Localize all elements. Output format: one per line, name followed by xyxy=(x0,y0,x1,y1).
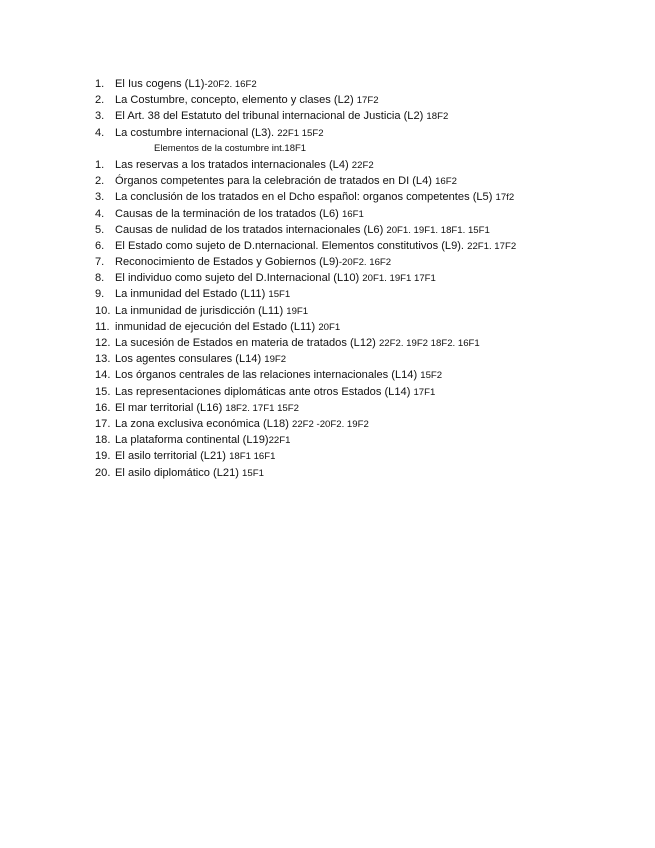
exam-codes: 15F1 xyxy=(242,467,264,479)
list-item xyxy=(95,238,635,254)
item-text: Órganos competentes para la celebración de tratados en DI (L4) xyxy=(115,175,436,188)
exam-codes: 19F2 xyxy=(264,354,287,366)
item-text: La zona exclusiva económica (L18) xyxy=(115,417,292,430)
exam-codes: 15F1 xyxy=(268,289,291,301)
list-item xyxy=(95,335,635,351)
list-item xyxy=(95,384,635,400)
item-number: 19. xyxy=(95,450,111,463)
list-item xyxy=(95,92,635,108)
exam-codes: 17F1 xyxy=(413,386,436,398)
list-item xyxy=(95,448,635,464)
item-number: 13. xyxy=(95,353,111,366)
list-item xyxy=(95,173,635,189)
exam-codes: 17F2 xyxy=(356,95,379,107)
exam-codes: 18F1 16F1 xyxy=(229,451,276,463)
item-text: El Art. 38 del Estatuto del tribunal internacional de Justicia (L2) xyxy=(115,110,427,123)
item-text: La plataforma continental (L19) xyxy=(115,434,269,447)
exam-codes: 22F2. 19F2 18F2. 16F1 xyxy=(378,338,480,349)
item-text: La conclusión de los tratados en el Dcho español: organos competentes (L5) xyxy=(115,191,496,204)
list-item xyxy=(95,157,635,173)
item-number: 12. xyxy=(95,337,111,349)
item-text: Las representaciones diplomáticas ante otros Estados (L14) xyxy=(115,385,414,398)
item-number: 20. xyxy=(95,466,111,479)
exam-codes: 20F1. 19F1. 18F1. 15F1 xyxy=(386,224,490,236)
item-text: Causas de la terminación de los tratados (L6) xyxy=(115,207,342,220)
item-text: El Ius cogens (L1) xyxy=(115,78,205,90)
item-number: 2. xyxy=(95,94,105,107)
item-number: 17. xyxy=(95,417,111,430)
list-item xyxy=(95,254,635,270)
list-item xyxy=(95,432,635,448)
list-item xyxy=(95,76,635,92)
exam-codes: 20F1. 19F1 17F1 xyxy=(362,273,436,285)
list-item xyxy=(95,367,635,383)
item-text: Causas de nulidad de los tratados internacionales (L6) xyxy=(115,223,387,236)
item-number: 8. xyxy=(95,272,105,285)
item-number: 9. xyxy=(95,288,105,301)
exam-codes: 17f2 xyxy=(495,192,515,204)
item-text: El mar territorial (L16) xyxy=(115,401,226,414)
item-number: 16. xyxy=(95,401,111,414)
item-number: 3. xyxy=(95,191,105,204)
item-text: El asilo territorial (L21) xyxy=(115,450,230,463)
list-item xyxy=(95,400,635,416)
exam-codes: 15F2 xyxy=(420,370,443,382)
exam-codes: -20F2. 16F2 xyxy=(338,257,392,269)
item-number: 3. xyxy=(95,110,105,123)
item-text: El Estado como sujeto de D.nternacional. Elementos constitutivos (L9). xyxy=(115,239,468,252)
item-number: 6. xyxy=(95,239,105,252)
list-item xyxy=(95,319,635,335)
item-number: 5. xyxy=(95,223,105,236)
item-text: Reconocimiento de Estados y Gobiernos (L9) xyxy=(115,256,339,269)
item-number: 11. xyxy=(95,320,110,333)
item-number: 10. xyxy=(95,304,111,317)
exam-codes: 22F1. 17F2 xyxy=(467,240,517,252)
exam-codes: 22F2 -20F2. 19F2 xyxy=(291,418,369,430)
exam-codes: 18F2. 17F1 15F2 xyxy=(225,402,299,414)
list-item xyxy=(95,125,635,141)
exam-codes: 16F1 xyxy=(341,208,364,220)
item-number: 14. xyxy=(95,369,111,382)
topic-list xyxy=(95,76,635,481)
item-text: La sucesión de Estados en materia de tratados (L12) xyxy=(115,337,379,349)
list-item xyxy=(95,222,635,238)
item-number: 1. xyxy=(95,158,105,171)
list-item xyxy=(95,416,635,432)
exam-codes: 22F2 xyxy=(351,159,374,171)
item-text: La inmunidad de jurisdicción (L11) xyxy=(115,304,287,317)
item-text: Los agentes consulares (L14) xyxy=(115,353,265,366)
list-item xyxy=(95,286,635,302)
item-text: inmunidad de ejecución del Estado (L11) xyxy=(115,320,319,333)
item-number: 1. xyxy=(95,78,105,90)
item-number: 18. xyxy=(95,434,111,447)
item-text: La inmunidad del Estado (L11) xyxy=(115,288,269,301)
list-item xyxy=(95,189,635,205)
exam-codes: 20F1 xyxy=(318,321,341,333)
item-text: El individuo como sujeto del D.Internacional (L10) xyxy=(115,272,363,285)
item-text: La costumbre internacional (L3). xyxy=(115,126,278,139)
item-number: 15. xyxy=(95,385,111,398)
item-number: 4. xyxy=(95,207,105,220)
item-number: 4. xyxy=(95,126,105,139)
list-item xyxy=(95,465,635,481)
item-text: Las reservas a los tratados internacionales (L4) xyxy=(115,158,352,171)
item-number: 2. xyxy=(95,175,105,188)
exam-codes: 19F1 xyxy=(286,305,309,317)
list-item xyxy=(95,303,635,319)
exam-codes: 22F1 xyxy=(268,435,291,447)
item-text: Los órganos centrales de las relaciones internacionales (L14) xyxy=(115,369,421,382)
item-text: El asilo diplomático (L21) xyxy=(115,466,243,479)
subnote: Elementos de la costumbre int.18F1 xyxy=(154,142,307,154)
exam-codes: -20F2. 16F2 xyxy=(204,79,257,90)
list-item xyxy=(95,351,635,367)
item-text: La Costumbre, concepto, elemento y clases (L2) xyxy=(115,94,357,107)
list-item xyxy=(95,108,635,124)
list-item xyxy=(95,270,635,286)
exam-codes: 18F2 xyxy=(426,111,449,123)
exam-codes: 22F1 15F2 xyxy=(277,127,324,139)
list-item xyxy=(95,206,635,222)
item-number: 7. xyxy=(95,256,105,269)
exam-codes: 16F2 xyxy=(435,176,457,188)
